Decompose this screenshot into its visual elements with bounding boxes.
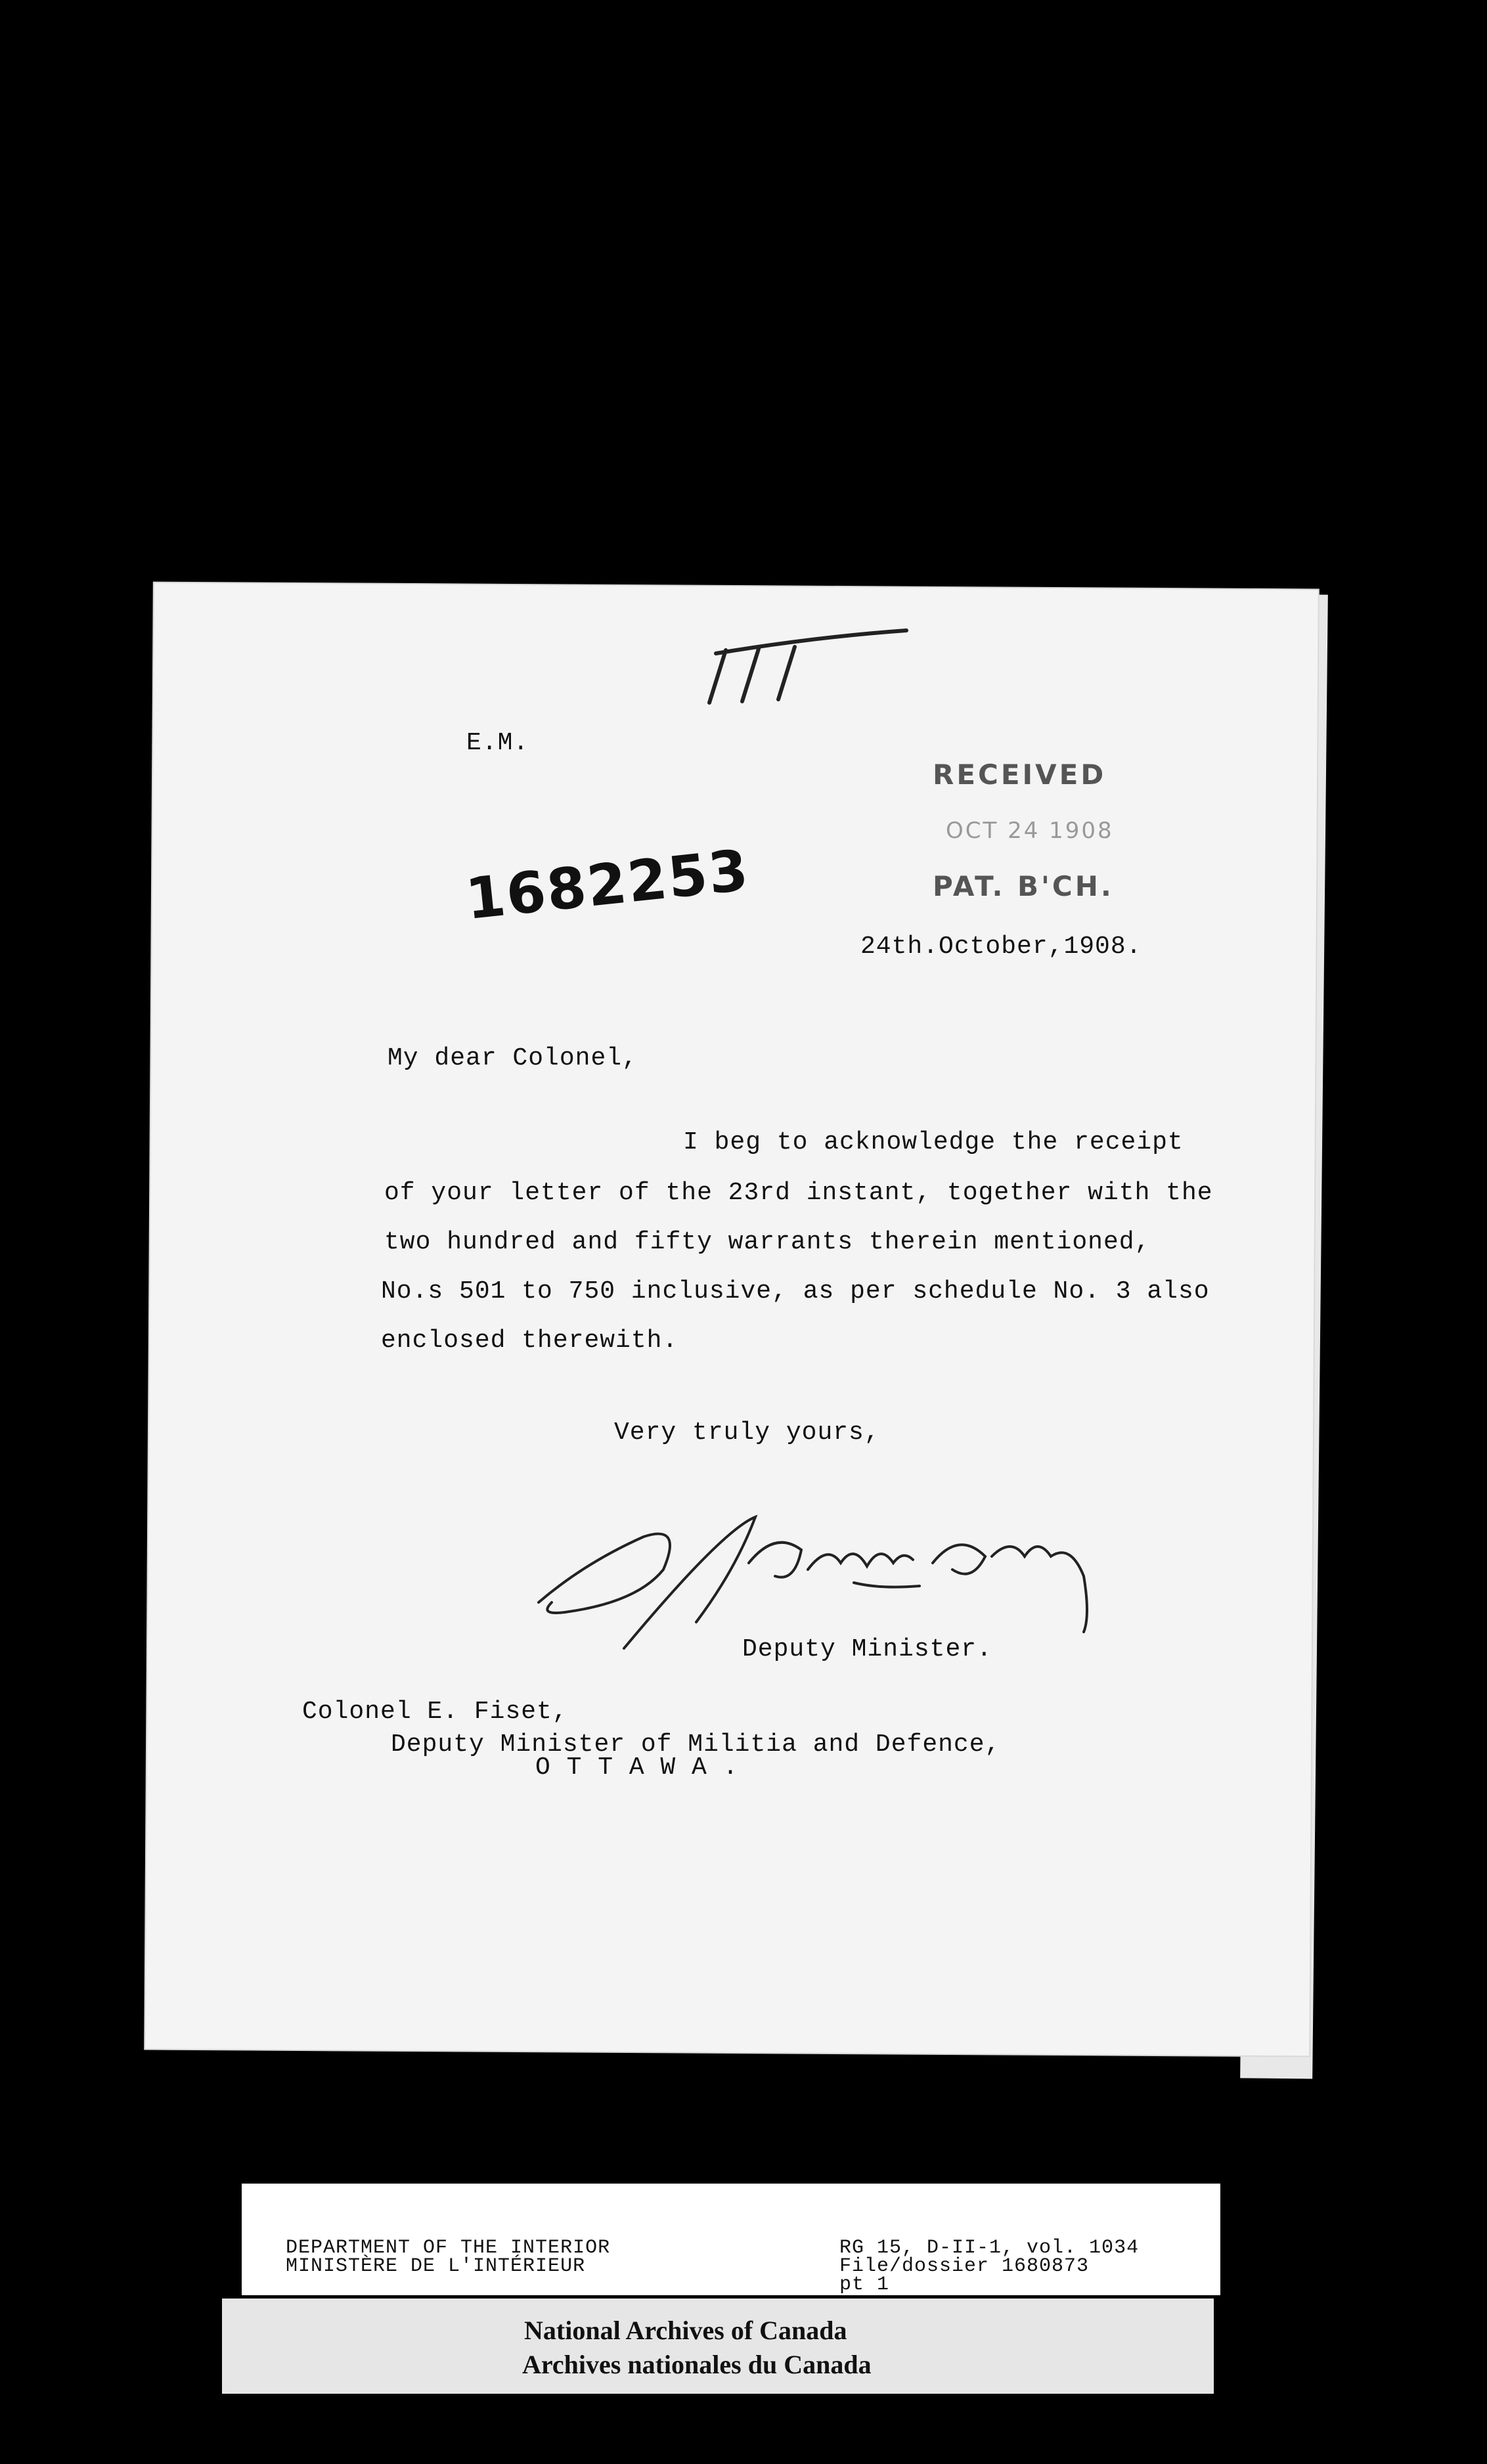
received-stamp-line1: RECEIVED [933, 759, 1107, 791]
file-number-stamp: 1682253 [462, 837, 753, 933]
addressee-title: Deputy Minister of Militia and Defence, [391, 1730, 1001, 1759]
department-en: DEPARTMENT OF THE INTERIOR [286, 2237, 611, 2259]
letter-page [145, 583, 1318, 2056]
department-fr: MINISTÈRE DE L'INTÉRIEUR [286, 2255, 586, 2277]
initials: E.M. [466, 729, 529, 757]
body-line-2: of your letter of the 23rd instant, together with the [384, 1179, 1213, 1207]
body-line-3: two hundred and fifty warrants therein mentioned, [384, 1228, 1151, 1256]
salutation: My dear Colonel, [388, 1044, 638, 1072]
received-stamp-date: OCT 24 1908 [946, 818, 1114, 844]
archives-name-fr: Archives nationales du Canada [522, 2350, 872, 2379]
addressee-city: O T T A W A . [535, 1753, 739, 1782]
closing: Very truly yours, [614, 1419, 880, 1447]
body-line-1: I beg to acknowledge the receipt [683, 1128, 1184, 1156]
archives-name-en: National Archives of Canada [524, 2316, 847, 2345]
addressee-name: Colonel E. Fiset, [302, 1698, 568, 1726]
body-line-4: No.s 501 to 750 inclusive, as per schedule No. 3 also [381, 1277, 1210, 1306]
reference-line-3: pt 1 [839, 2274, 890, 2296]
reference-line-2: File/dossier 1680873 [839, 2255, 1090, 2277]
handwritten-mark [696, 624, 920, 716]
body-line-5: enclosed therewith. [381, 1327, 678, 1355]
received-stamp-line3: PAT. B'CH. [933, 870, 1114, 902]
signature-title: Deputy Minister. [742, 1635, 992, 1663]
letter-date: 24th.October,1908. [860, 933, 1142, 961]
reference-line-1: RG 15, D-II-1, vol. 1034 [839, 2237, 1140, 2259]
